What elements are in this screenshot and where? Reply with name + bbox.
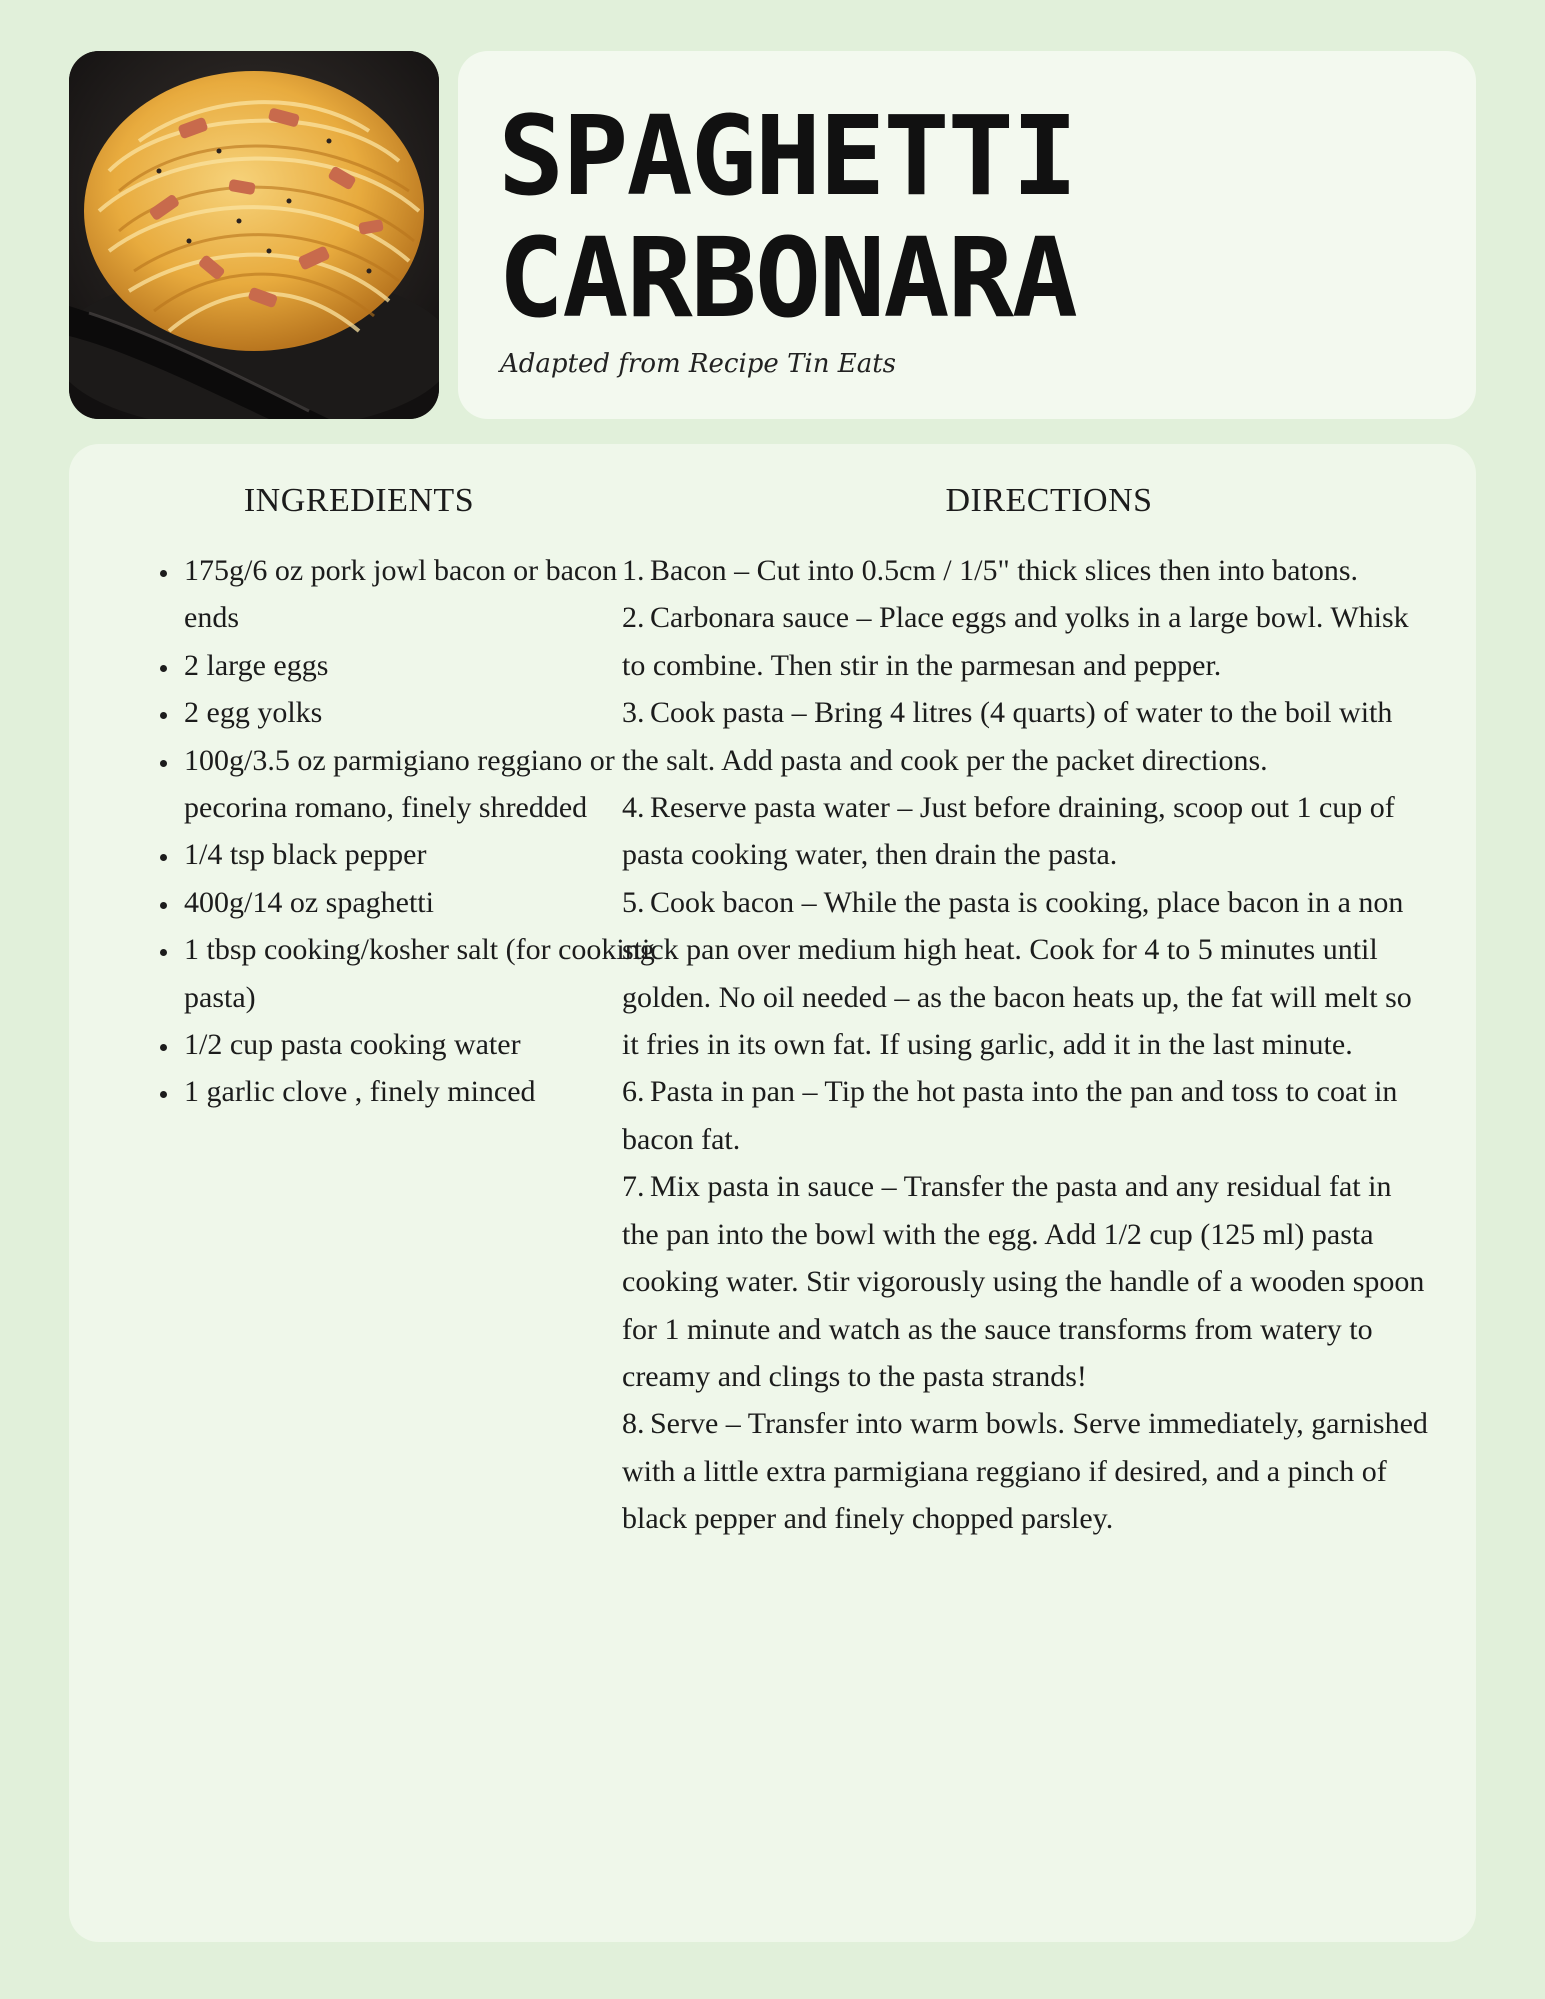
step-text: Bacon – Cut into 0.5cm / 1/5" thick slices then into batons. xyxy=(650,554,1359,587)
step-text: Cook bacon – While the pasta is cooking, place bacon in a non stick pan over medium high heat. Cook for 4 to 5 minutes until golden. No oil needed – as the bacon heats up, the fat will melt so it fries in its own fat. If using garlic, add it in the last minute. xyxy=(622,885,1412,1062)
direction-step xyxy=(622,689,1432,784)
ingredient-item: • 1/4 tsp black pepper xyxy=(180,831,670,878)
directions-list xyxy=(622,547,1432,1543)
direction-step xyxy=(622,1068,1432,1163)
title-line-2: CARBONARA xyxy=(498,214,1077,342)
ingredient-item: • 175g/6 oz pork jowl bacon or bacon ends xyxy=(180,547,670,642)
step-number: 3. xyxy=(622,696,645,730)
direction-step xyxy=(622,784,1432,879)
direction-step xyxy=(622,1163,1432,1400)
title-line-1: SPAGHETTI xyxy=(498,92,1077,220)
step-text: Reserve pasta water – Just before draining, scoop out 1 cup of pasta cooking water, then drain the pasta. xyxy=(622,791,1395,872)
step-number: 1. xyxy=(622,554,645,587)
ingredient-item: • 2 large eggs xyxy=(180,642,670,689)
step-text: Serve – Transfer into warm bowls. Serve immediately, garnished with a little extra parmigiana reggiano if desired, and a pinch of black pepper and finely chopped parsley. xyxy=(622,1407,1428,1536)
ingredient-item: • 1 garlic clove , finely minced xyxy=(180,1068,670,1115)
direction-step xyxy=(622,594,1432,689)
direction-step xyxy=(622,879,1432,1069)
step-number: 8. xyxy=(622,1407,645,1441)
ingredients-list xyxy=(139,547,670,1116)
ingredient-item: • 1 tbsp cooking/kosher salt (for cooking pasta) xyxy=(180,926,670,1021)
recipe-title xyxy=(498,92,1077,342)
ingredients-heading: INGREDIENTS xyxy=(243,482,475,519)
pasta-photo-icon xyxy=(69,51,439,419)
ingredient-item: • 2 egg yolks xyxy=(180,689,670,736)
recipe-source: Adapted from Recipe Tin Eats xyxy=(500,349,897,379)
step-number: 6. xyxy=(622,1075,645,1109)
step-text: Carbonara sauce – Place eggs and yolks in a large bowl. Whisk to combine. Then stir in the parmesan and pepper. xyxy=(622,601,1409,682)
title-card xyxy=(458,51,1476,419)
pasta-photo xyxy=(69,51,439,419)
step-number: 4. xyxy=(622,791,645,825)
step-text: Mix pasta in sauce – Transfer the pasta and any residual fat in the pan into the bowl with the egg. Add 1/2 cup (125 ml) pasta cooking water. Stir vigorously using the handle of a wooden spoon for 1 minute and watch as the sauce transforms from watery to creamy and clings to the pasta strands! xyxy=(622,1170,1425,1393)
direction-step xyxy=(622,1400,1432,1542)
ingredient-item: • 400g/14 oz spaghetti xyxy=(180,879,670,926)
step-number: 5. xyxy=(622,885,645,919)
ingredient-item: • 1/2 cup pasta cooking water xyxy=(180,1021,670,1068)
directions-heading: DIRECTIONS xyxy=(945,482,1153,519)
step-text: Cook pasta – Bring 4 litres (4 quarts) of water to the boil with the salt. Add pasta and cook per the packet directions. xyxy=(622,696,1393,777)
direction-step xyxy=(622,547,1432,594)
step-number: 2. xyxy=(622,601,645,635)
step-text: Pasta in pan – Tip the hot pasta into the pan and toss to coat in bacon fat. xyxy=(622,1075,1398,1156)
step-number: 7. xyxy=(622,1170,645,1204)
recipe-body-card xyxy=(69,444,1476,1942)
ingredient-item: • 100g/3.5 oz parmigiano reggiano or pecorina romano, finely shredded xyxy=(180,737,670,832)
